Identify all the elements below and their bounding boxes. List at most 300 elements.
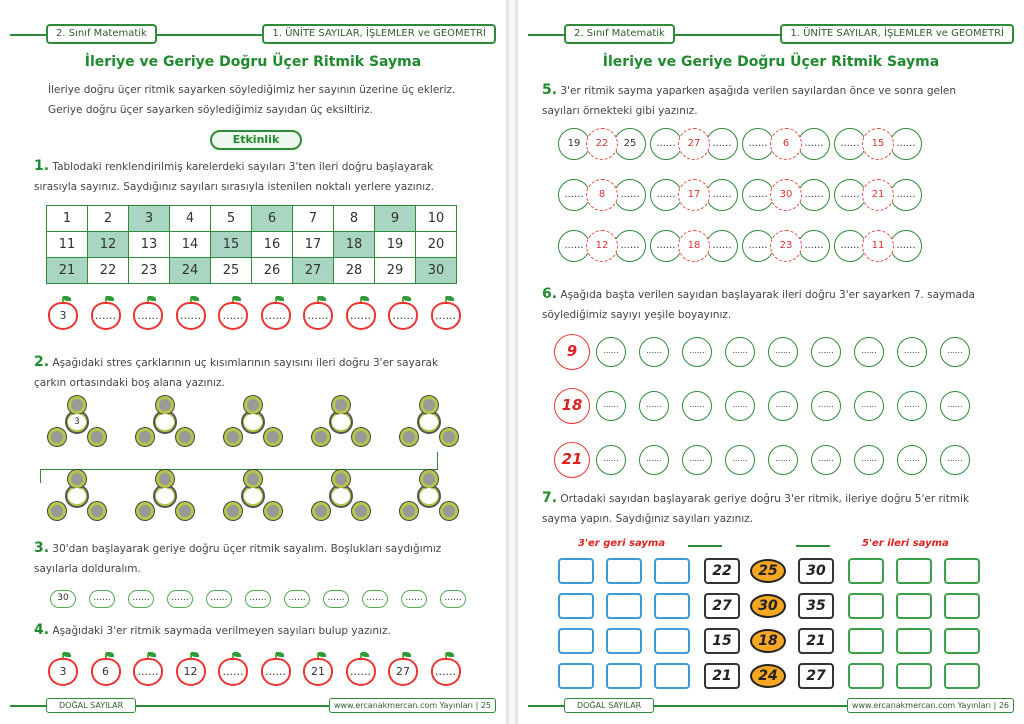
apple-value[interactable]: ...... [133, 302, 163, 330]
left-header [10, 24, 496, 44]
apple-value[interactable]: 3 [48, 302, 78, 330]
q7-fwd-label: 5'er ileri sayma [862, 538, 949, 549]
spinner-lobe [136, 502, 154, 520]
q5-circle[interactable]: ...... [890, 128, 922, 160]
q6-blank-circle[interactable]: ...... [725, 337, 755, 367]
q6-blank-circle[interactable]: ...... [725, 391, 755, 421]
spinner-lobe [312, 502, 330, 520]
footer-section: DOĞAL SAYILAR [564, 698, 654, 713]
fidget-spinner [222, 398, 284, 448]
apple-value[interactable]: 6 [91, 658, 121, 686]
apple-leaf [148, 296, 156, 301]
q6-blank-circle[interactable]: ...... [897, 445, 927, 475]
q5-circle: 22 [586, 128, 618, 160]
right-header [528, 24, 1014, 44]
apple-value[interactable]: ...... [261, 302, 291, 330]
apple-value[interactable]: 3 [48, 658, 78, 686]
grid-cell: 16 [252, 232, 293, 258]
spinner-center-value[interactable] [244, 414, 262, 430]
apple-value[interactable]: 12 [176, 658, 206, 686]
sequence-oval[interactable]: ...... [128, 590, 154, 608]
page-number: 25 [480, 701, 491, 710]
q7-left-value: 21 [704, 663, 740, 689]
grid-cell: 3 [129, 206, 170, 232]
footer-section: DOĞAL SAYILAR [46, 698, 136, 713]
apple-leaf [361, 652, 369, 657]
q7-back-box[interactable] [606, 663, 642, 689]
q7-back-box[interactable] [654, 558, 690, 584]
spinner-lobe [400, 502, 418, 520]
q5-circle[interactable]: ...... [742, 179, 774, 211]
apple-leaf [63, 652, 71, 657]
spinner-lobe [440, 502, 458, 520]
q7-back-box[interactable] [558, 593, 594, 619]
q7-fwd-box[interactable] [944, 663, 980, 689]
apple-leaf [446, 652, 454, 657]
grid-cell: 20 [416, 232, 457, 258]
q5-circle: 6 [770, 128, 802, 160]
apple-value[interactable]: ...... [176, 302, 206, 330]
q7-back-box[interactable] [606, 628, 642, 654]
apple-item [303, 652, 333, 686]
apple-value[interactable]: 21 [303, 658, 333, 686]
q6-blank-circle[interactable]: ...... [811, 445, 841, 475]
q6-blank-circle[interactable]: ...... [897, 337, 927, 367]
spinner-lobe [136, 428, 154, 446]
grid-row [47, 232, 457, 258]
question-3 [34, 538, 466, 579]
q5-row [558, 128, 926, 160]
header-unit: 1. ÜNİTE SAYILAR, İŞLEMLER ve GEOMETRİ [780, 24, 1014, 44]
q6-blank-circle[interactable]: ...... [725, 445, 755, 475]
right-page [518, 0, 1024, 724]
grid-cell: 15 [211, 232, 252, 258]
spinner-lobe [156, 470, 174, 488]
grid-cell: 13 [129, 232, 170, 258]
apple-value[interactable]: ...... [261, 658, 291, 686]
q3-number: 3. [34, 540, 50, 556]
q4-number: 4. [34, 622, 50, 638]
spinner-lobe [48, 502, 66, 520]
apple-value[interactable]: ...... [133, 658, 163, 686]
question-6 [542, 284, 982, 325]
apple-item [176, 652, 206, 686]
grid-cell: 4 [170, 206, 211, 232]
q2-number: 2. [34, 354, 50, 370]
q6-blank-circle[interactable]: ...... [854, 445, 884, 475]
apple-item [218, 652, 248, 686]
apple-item [346, 652, 376, 686]
q5-group [558, 230, 642, 262]
spinner-lobe [400, 428, 418, 446]
q6-text: Aşağıda başta verilen sayıdan başlayarak ileri doğru 3'er sayarken 7. saymada söylediğimiz sayıyı yeşile boyayınız. [542, 289, 975, 321]
q6-blank-circle[interactable]: ...... [811, 337, 841, 367]
grid-cell: 19 [375, 232, 416, 258]
q7-fwd-box[interactable] [944, 593, 980, 619]
q7-left-value: 15 [704, 628, 740, 654]
q4-text: Aşağıdaki 3'er ritmik saymada verilmeyen sayıları bulup yazınız. [52, 625, 391, 637]
q5-circle[interactable]: ...... [834, 230, 866, 262]
spinner-center-value[interactable] [332, 488, 350, 504]
sequence-oval[interactable]: ...... [245, 590, 271, 608]
q5-row [558, 230, 926, 262]
q6-blank-circle[interactable]: ...... [596, 391, 626, 421]
spinner-connector-down [40, 469, 41, 483]
q5-circle[interactable]: ...... [834, 128, 866, 160]
spinner-lobe [48, 428, 66, 446]
q5-circle[interactable]: ...... [614, 230, 646, 262]
q6-blank-circle[interactable]: ...... [596, 337, 626, 367]
q6-row [554, 334, 983, 370]
apple-item [261, 296, 291, 330]
apple-item [133, 296, 163, 330]
footer-publisher: www.ercanakmercan.com Yayınları | 25 [329, 698, 496, 713]
apple-leaf [318, 296, 326, 301]
sequence-oval[interactable]: ...... [362, 590, 388, 608]
apple-value[interactable]: ...... [431, 302, 461, 330]
q5-circle: 8 [586, 179, 618, 211]
footer-publisher: www.ercanakmercan.com Yayınları | 26 [847, 698, 1014, 713]
apple-item [91, 652, 121, 686]
q7-fwd-box[interactable] [848, 663, 884, 689]
q7-back-box[interactable] [606, 593, 642, 619]
q5-circle[interactable]: ...... [798, 230, 830, 262]
grid-cell: 8 [334, 206, 375, 232]
book-gutter [506, 0, 518, 724]
apple-leaf [403, 296, 411, 301]
q6-number: 6. [542, 286, 558, 302]
q7-left-value: 22 [704, 558, 740, 584]
spinner-center-value[interactable] [420, 488, 438, 504]
q7-right-value: 27 [798, 663, 834, 689]
q7-center-value: 25 [750, 559, 786, 583]
spinner-lobe [224, 502, 242, 520]
q7-fwd-box[interactable] [848, 593, 884, 619]
spinner-row-1 [46, 398, 486, 448]
header-unit: 1. ÜNİTE SAYILAR, İŞLEMLER ve GEOMETRİ [262, 24, 496, 44]
q6-blank-circle[interactable]: ...... [768, 337, 798, 367]
apple-value[interactable]: ...... [431, 658, 461, 686]
q7-back-box[interactable] [654, 593, 690, 619]
apple-item [431, 296, 461, 330]
q7-fwd-box[interactable] [896, 558, 932, 584]
q5-circle: 17 [678, 179, 710, 211]
q5-circle: 15 [862, 128, 894, 160]
sequence-oval[interactable]: ...... [440, 590, 466, 608]
q5-circle[interactable]: ...... [742, 128, 774, 160]
q6-blank-circle[interactable]: ...... [940, 445, 970, 475]
q7-fwd-arrow [796, 545, 830, 547]
fidget-spinner [134, 472, 196, 522]
apple-item [48, 296, 78, 330]
apple-leaf [318, 652, 326, 657]
question-2 [34, 352, 466, 393]
question-4 [34, 620, 466, 641]
q2-text: Aşağıdaki stres çarklarının uç kısımlarının sayısını ileri doğru 3'er sayarak çarkın ortasındaki boş alana yazınız. [34, 357, 439, 389]
sequence-oval[interactable]: ...... [89, 590, 115, 608]
page-number: 26 [998, 701, 1009, 710]
grid-cell: 21 [47, 258, 88, 284]
grid-cell: 6 [252, 206, 293, 232]
q5-circle[interactable]: 19 [558, 128, 590, 160]
fidget-spinner [46, 398, 108, 448]
q7-fwd-box[interactable] [944, 558, 980, 584]
q5-row [558, 179, 926, 211]
sequence-oval[interactable]: ...... [284, 590, 310, 608]
grid-cell: 2 [88, 206, 129, 232]
q5-circle[interactable]: ...... [834, 179, 866, 211]
q6-blank-circle[interactable]: ...... [639, 391, 669, 421]
apple-leaf [276, 296, 284, 301]
q5-circle: 30 [770, 179, 802, 211]
q7-fwd-box[interactable] [896, 663, 932, 689]
fidget-spinner [134, 398, 196, 448]
apple-value[interactable]: ...... [218, 302, 248, 330]
spinner-lobe [244, 470, 262, 488]
q5-circle[interactable]: ...... [798, 179, 830, 211]
grid-cell: 1 [47, 206, 88, 232]
q5-circle[interactable]: ...... [650, 179, 682, 211]
fidget-spinner [398, 472, 460, 522]
q5-group [650, 230, 734, 262]
q5-circle[interactable]: ...... [890, 179, 922, 211]
q5-group [834, 179, 918, 211]
apple-leaf [276, 652, 284, 657]
apple-value[interactable]: ...... [346, 302, 376, 330]
spinner-lobe [156, 396, 174, 414]
q5-circle[interactable]: ...... [614, 179, 646, 211]
apple-item [388, 296, 418, 330]
q7-center-value: 18 [750, 629, 786, 653]
apple-item [303, 296, 333, 330]
q5-circle: 12 [586, 230, 618, 262]
question-5 [542, 80, 982, 121]
apple-item [431, 652, 461, 686]
grid-cell: 23 [129, 258, 170, 284]
q5-group [742, 128, 826, 160]
q5-circle[interactable]: ...... [650, 128, 682, 160]
q5-group [834, 230, 918, 262]
spinner-center-value[interactable] [244, 488, 262, 504]
q5-circle[interactable]: 25 [614, 128, 646, 160]
q7-back-box[interactable] [558, 628, 594, 654]
apple-value[interactable]: ...... [218, 658, 248, 686]
grid-cell: 5 [211, 206, 252, 232]
q5-group [650, 128, 734, 160]
grid-cell: 14 [170, 232, 211, 258]
apple-leaf [148, 652, 156, 657]
q7-fwd-box[interactable] [944, 628, 980, 654]
sequence-oval[interactable]: ...... [167, 590, 193, 608]
q1-number: 1. [34, 158, 50, 174]
q6-start-number: 9 [554, 334, 590, 370]
q7-back-box[interactable] [558, 663, 594, 689]
grid-row [47, 206, 457, 232]
q5-group [650, 179, 734, 211]
spinner-center-value[interactable] [68, 488, 86, 504]
q6-blank-circle[interactable]: ...... [897, 391, 927, 421]
q7-number: 7. [542, 490, 558, 506]
grid-cell: 17 [293, 232, 334, 258]
left-footer [10, 698, 496, 714]
q5-circle: 18 [678, 230, 710, 262]
grid-cell: 11 [47, 232, 88, 258]
q6-start-number: 18 [554, 388, 590, 424]
q7-fwd-box[interactable] [896, 628, 932, 654]
q6-blank-circle[interactable]: ...... [682, 391, 712, 421]
spinner-lobe [352, 428, 370, 446]
fidget-spinner [310, 398, 372, 448]
apple-leaf [106, 296, 114, 301]
spinner-lobe [312, 428, 330, 446]
q5-circle[interactable]: ...... [650, 230, 682, 262]
q5-group [742, 179, 826, 211]
apple-item [133, 652, 163, 686]
q6-blank-circle[interactable]: ...... [854, 337, 884, 367]
apple-leaf [233, 296, 241, 301]
spinner-lobe [420, 396, 438, 414]
grid-cell: 30 [416, 258, 457, 284]
q6-blank-circle[interactable]: ...... [639, 337, 669, 367]
q7-right-value: 30 [798, 558, 834, 584]
grid-cell: 24 [170, 258, 211, 284]
spinner-center-value[interactable] [332, 414, 350, 430]
spinner-lobe [176, 502, 194, 520]
apple-item [346, 296, 376, 330]
apple-value[interactable]: ...... [388, 302, 418, 330]
q5-circle[interactable]: ...... [890, 230, 922, 262]
q7-fwd-box[interactable] [896, 593, 932, 619]
q5-circle[interactable]: ...... [742, 230, 774, 262]
apple-item [218, 296, 248, 330]
q5-circle[interactable]: ...... [558, 230, 590, 262]
spinner-lobe [244, 396, 262, 414]
grid-cell: 10 [416, 206, 457, 232]
spinner-lobe [264, 502, 282, 520]
spinner-center-value[interactable] [156, 414, 174, 430]
activity-label: Etkinlik [210, 130, 302, 150]
header-grade: 2. Sınıf Matematik [564, 24, 675, 44]
question-7 [542, 488, 982, 529]
sequence-oval[interactable]: ...... [323, 590, 349, 608]
q7-fwd-box[interactable] [848, 628, 884, 654]
q1-apple-row [48, 296, 473, 330]
q6-blank-circle[interactable]: ...... [639, 445, 669, 475]
q5-circle[interactable]: ...... [706, 179, 738, 211]
page-title: İleriye ve Geriye Doğru Üçer Ritmik Sayma [84, 54, 422, 70]
q5-group [742, 230, 826, 262]
grid-cell: 26 [252, 258, 293, 284]
q7-center-value: 30 [750, 594, 786, 618]
q5-circle[interactable]: ...... [798, 128, 830, 160]
apple-item [48, 652, 78, 686]
q3-sequence [50, 590, 479, 608]
q6-blank-circle[interactable]: ...... [768, 445, 798, 475]
page-title: İleriye ve Geriye Doğru Üçer Ritmik Sayma [602, 54, 940, 70]
q6-blank-circle[interactable]: ...... [596, 445, 626, 475]
spinner-center-value[interactable] [156, 488, 174, 504]
q6-blank-circle[interactable]: ...... [940, 337, 970, 367]
q7-right-value: 21 [798, 628, 834, 654]
spinner-row-2 [46, 472, 486, 522]
spinner-lobe [88, 428, 106, 446]
apple-value[interactable]: ...... [303, 302, 333, 330]
spinner-lobe [332, 470, 350, 488]
q7-right-value: 35 [798, 593, 834, 619]
q6-blank-circle[interactable]: ...... [682, 337, 712, 367]
apple-item [388, 652, 418, 686]
apple-item [91, 296, 121, 330]
q1-text: Tablodaki renklendirilmiş karelerdeki sayıları 3'ten ileri doğru başlayarak sırasıyla sayınız. Saydığınız sayıları sırasıyla istenilen noktalı yerlere yazınız. [34, 161, 435, 193]
q6-blank-circle[interactable]: ...... [682, 445, 712, 475]
q6-blank-circle[interactable]: ...... [940, 391, 970, 421]
spinner-lobe [68, 470, 86, 488]
grid-cell: 12 [88, 232, 129, 258]
spinner-lobe [332, 396, 350, 414]
q7-back-box[interactable] [654, 663, 690, 689]
q5-circle[interactable]: ...... [706, 128, 738, 160]
q5-circle[interactable]: ...... [558, 179, 590, 211]
grid-row [47, 258, 457, 284]
apple-value[interactable]: ...... [91, 302, 121, 330]
q6-blank-circle[interactable]: ...... [811, 391, 841, 421]
grid-cell: 25 [211, 258, 252, 284]
apple-item [261, 652, 291, 686]
grid-cell: 28 [334, 258, 375, 284]
q6-blank-circle[interactable]: ...... [768, 391, 798, 421]
q5-circle: 23 [770, 230, 802, 262]
q4-apple-row [48, 652, 473, 686]
grid-cell: 9 [375, 206, 416, 232]
grid-cell: 18 [334, 232, 375, 258]
q3-text: 30'dan başlayarak geriye doğru üçer ritmik sayalım. Boşlukları saydığımız sayılarla dolduralım. [34, 543, 442, 575]
spinner-lobe [68, 396, 86, 414]
grid-cell: 7 [293, 206, 334, 232]
spinner-center-value[interactable]: 3 [68, 414, 86, 430]
grid-cell: 22 [88, 258, 129, 284]
spinner-connector [40, 452, 438, 470]
fidget-spinner [398, 398, 460, 448]
sequence-oval[interactable]: ...... [401, 590, 427, 608]
fidget-spinner [310, 472, 372, 522]
apple-leaf [191, 652, 199, 657]
spinner-center-value[interactable] [420, 414, 438, 430]
apple-leaf [63, 296, 71, 301]
apple-value[interactable]: ...... [346, 658, 376, 686]
apple-value[interactable]: 27 [388, 658, 418, 686]
apple-leaf [446, 296, 454, 301]
apple-leaf [403, 652, 411, 657]
spinner-lobe [440, 428, 458, 446]
spinner-lobe [176, 428, 194, 446]
q5-group [558, 179, 642, 211]
q6-blank-circle[interactable]: ...... [854, 391, 884, 421]
sequence-oval[interactable]: 30 [50, 590, 76, 608]
q7-text: Ortadaki sayıdan başlayarak geriye doğru 3'er ritmik, ileriye doğru 5'er ritmik sayma yapın. Saydığınız sayıları yazınız. [542, 493, 970, 525]
q7-back-box[interactable] [558, 558, 594, 584]
q6-start-number: 21 [554, 442, 590, 478]
q6-row [554, 388, 983, 424]
q7-back-box[interactable] [606, 558, 642, 584]
apple-item [176, 296, 206, 330]
q5-text: 3'er ritmik sayma yaparken aşağıda verilen sayılardan önce ve sonra gelen sayıları örnekteki gibi yazınız. [542, 85, 957, 117]
q5-circle[interactable]: ...... [706, 230, 738, 262]
q5-circle: 11 [862, 230, 894, 262]
sequence-oval[interactable]: ...... [206, 590, 232, 608]
q7-fwd-box[interactable] [848, 558, 884, 584]
spinner-lobe [352, 502, 370, 520]
q7-back-box[interactable] [654, 628, 690, 654]
